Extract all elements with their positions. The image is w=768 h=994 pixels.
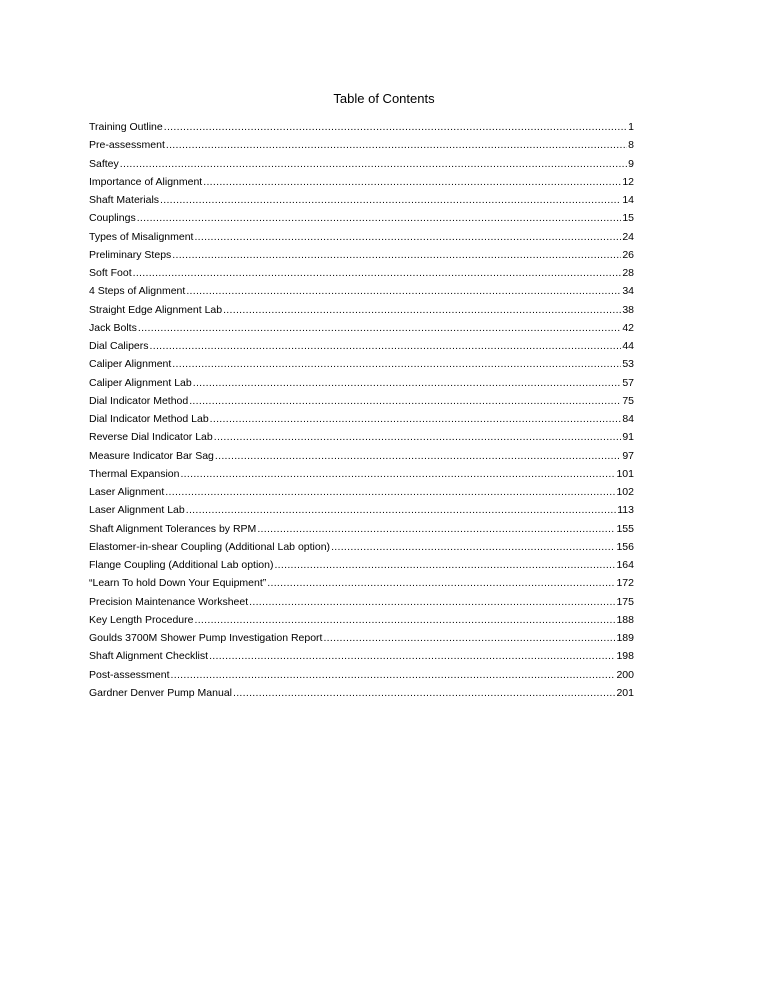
toc-dot-leader xyxy=(172,355,621,373)
toc-entry-page-number: 201 xyxy=(616,686,634,699)
toc-entry-label: Caliper Alignment Lab xyxy=(89,376,192,389)
toc-entry-label: Flange Coupling (Additional Lab option) xyxy=(89,559,274,571)
toc-dot-leader xyxy=(133,264,622,282)
toc-entry xyxy=(89,337,634,355)
toc-entry-label: Gardner Denver Pump Manual xyxy=(89,686,232,699)
toc-entry-page-number: 57 xyxy=(622,376,634,389)
toc-entry-label: Dial Indicator Method Lab xyxy=(89,413,209,425)
toc-entry-page-number: 84 xyxy=(622,413,634,425)
toc-entry xyxy=(89,319,634,337)
toc-dot-leader xyxy=(189,392,621,410)
toc-entry xyxy=(89,392,634,410)
toc-dot-leader xyxy=(267,574,615,592)
toc-entry xyxy=(89,538,634,556)
toc-entry-page-number: 53 xyxy=(622,358,634,371)
toc-entry-label: Goulds 3700M Shower Pump Investigation Report xyxy=(89,632,323,644)
toc-entry-label: Elastomer-in-shear Coupling (Additional Lab option) xyxy=(89,540,331,553)
toc-entry-label: Shaft Materials xyxy=(89,194,160,206)
toc-entry xyxy=(89,118,634,136)
toc-entry-label: Importance of Alignment xyxy=(89,175,203,188)
toc-entry-label: Shaft Alignment Checklist xyxy=(89,650,209,663)
toc-entry-label: Preliminary Steps xyxy=(89,248,172,261)
toc-dot-leader xyxy=(186,282,621,300)
toc-dot-leader xyxy=(323,629,615,647)
toc-entry-label: Thermal Expansion xyxy=(89,467,180,480)
toc-entry xyxy=(89,228,634,246)
toc-entry-label: Measure Indicator Bar Sag xyxy=(89,449,214,462)
toc-entry xyxy=(89,574,634,592)
toc-entry-label: Caliper Alignment xyxy=(89,358,172,371)
toc-dot-leader xyxy=(215,447,621,465)
toc-dot-leader xyxy=(164,118,627,136)
toc-entry-label: Straight Edge Alignment Lab xyxy=(89,303,223,316)
toc-dot-leader xyxy=(180,465,615,483)
toc-entry-label: Types of Misalignment xyxy=(89,230,194,243)
toc-entry-label: Key Length Procedure xyxy=(89,613,194,626)
toc-entry xyxy=(89,647,634,665)
toc-entry xyxy=(89,355,634,373)
toc-entry-label: Soft Foot xyxy=(89,267,132,279)
toc-dot-leader xyxy=(120,155,627,173)
toc-dot-leader xyxy=(138,319,621,337)
toc-entry-page-number: 97 xyxy=(622,449,634,462)
toc-entry xyxy=(89,501,634,519)
toc-entry-page-number: 28 xyxy=(622,267,634,279)
toc-entry-label: 4 Steps of Alignment xyxy=(89,285,186,298)
toc-entry-page-number: 156 xyxy=(616,540,634,553)
toc-entry-page-number: 44 xyxy=(622,340,634,352)
toc-entry-page-number: 8 xyxy=(628,139,634,152)
toc-entry xyxy=(89,209,634,227)
toc-dot-leader xyxy=(233,684,615,702)
toc-entry xyxy=(89,428,634,446)
toc-entry-page-number: 101 xyxy=(616,467,634,480)
toc-entry xyxy=(89,593,634,611)
toc-entry xyxy=(89,136,634,154)
toc-dot-leader xyxy=(223,301,621,319)
toc-entry xyxy=(89,666,634,684)
toc-entry-page-number: 34 xyxy=(622,285,634,298)
toc-entry-page-number: 164 xyxy=(616,559,634,571)
toc-entry-page-number: 91 xyxy=(622,431,634,444)
toc-entry-page-number: 15 xyxy=(622,212,634,225)
toc-dot-leader xyxy=(331,538,615,556)
toc-dot-leader xyxy=(165,483,615,501)
toc-entry-page-number: 75 xyxy=(622,394,634,407)
toc-entry-label: Couplings xyxy=(89,212,136,225)
toc-entry-label: Saftey xyxy=(89,157,119,170)
toc-entry-page-number: 189 xyxy=(616,632,634,644)
toc-dot-leader xyxy=(186,501,617,519)
toc-entry-page-number: 1 xyxy=(628,121,634,133)
toc-entry xyxy=(89,611,634,629)
toc-entry-label: Dial Calipers xyxy=(89,340,149,352)
toc-entry-label: Post-assessment xyxy=(89,668,170,681)
toc-entry-label: Dial Indicator Method xyxy=(89,394,189,407)
toc-entry-page-number: 188 xyxy=(616,613,634,626)
toc-dot-leader xyxy=(171,666,616,684)
toc-entry xyxy=(89,155,634,173)
toc-entry-label: Reverse Dial Indicator Lab xyxy=(89,431,213,444)
toc-dot-leader xyxy=(249,593,615,611)
toc-dot-leader xyxy=(210,410,622,428)
toc-dot-leader xyxy=(160,191,621,209)
toc-entry-page-number: 113 xyxy=(617,504,634,517)
toc-entry xyxy=(89,282,634,300)
toc-entry xyxy=(89,173,634,191)
toc-entry xyxy=(89,465,634,483)
toc-entry xyxy=(89,301,634,319)
toc-entry xyxy=(89,410,634,428)
toc-entry xyxy=(89,629,634,647)
toc-dot-leader xyxy=(193,374,622,392)
toc-dot-leader xyxy=(195,611,616,629)
toc-entry xyxy=(89,520,634,538)
toc-entry xyxy=(89,246,634,264)
toc-entry-page-number: 12 xyxy=(622,175,634,188)
toc-dot-leader xyxy=(209,647,615,665)
toc-entry-page-number: 102 xyxy=(616,486,634,498)
toc-dot-leader xyxy=(194,228,621,246)
toc-entry-label: Laser Alignment Lab xyxy=(89,504,185,517)
toc-entry xyxy=(89,684,634,702)
toc-dot-leader xyxy=(166,136,627,154)
toc-entry xyxy=(89,264,634,282)
toc-title: Table of Contents xyxy=(333,91,435,106)
toc-list xyxy=(89,118,634,702)
toc-entry xyxy=(89,483,634,501)
toc-entry-page-number: 42 xyxy=(622,321,634,334)
toc-entry-page-number: 9 xyxy=(628,157,634,170)
toc-entry xyxy=(89,447,634,465)
toc-entry-label: Training Outline xyxy=(89,121,163,133)
toc-entry-page-number: 26 xyxy=(622,248,634,261)
toc-dot-leader xyxy=(214,428,622,446)
toc-entry-label: “Learn To hold Down Your Equipment” xyxy=(89,577,267,590)
toc-entry-page-number: 175 xyxy=(616,595,634,608)
toc-entry-label: Jack Bolts xyxy=(89,321,137,334)
toc-dot-leader xyxy=(257,520,615,538)
toc-entry-page-number: 172 xyxy=(616,577,634,590)
toc-entry xyxy=(89,191,634,209)
toc-entry-page-number: 155 xyxy=(616,522,634,535)
toc-entry-label: Pre-assessment xyxy=(89,139,165,152)
toc-dot-leader xyxy=(274,556,615,574)
toc-entry-label: Laser Alignment xyxy=(89,486,165,498)
toc-entry-page-number: 38 xyxy=(622,303,634,316)
toc-dot-leader xyxy=(172,246,621,264)
toc-entry-label: Shaft Alignment Tolerances by RPM xyxy=(89,522,257,535)
toc-entry xyxy=(89,374,634,392)
toc-dot-leader xyxy=(203,173,621,191)
toc-entry-page-number: 198 xyxy=(616,650,634,663)
toc-entry-page-number: 24 xyxy=(622,230,634,243)
toc-entry-page-number: 200 xyxy=(616,668,634,681)
toc-entry xyxy=(89,556,634,574)
toc-dot-leader xyxy=(150,337,622,355)
toc-entry-page-number: 14 xyxy=(622,194,634,206)
toc-dot-leader xyxy=(137,209,622,227)
toc-entry-label: Precision Maintenance Worksheet xyxy=(89,595,249,608)
